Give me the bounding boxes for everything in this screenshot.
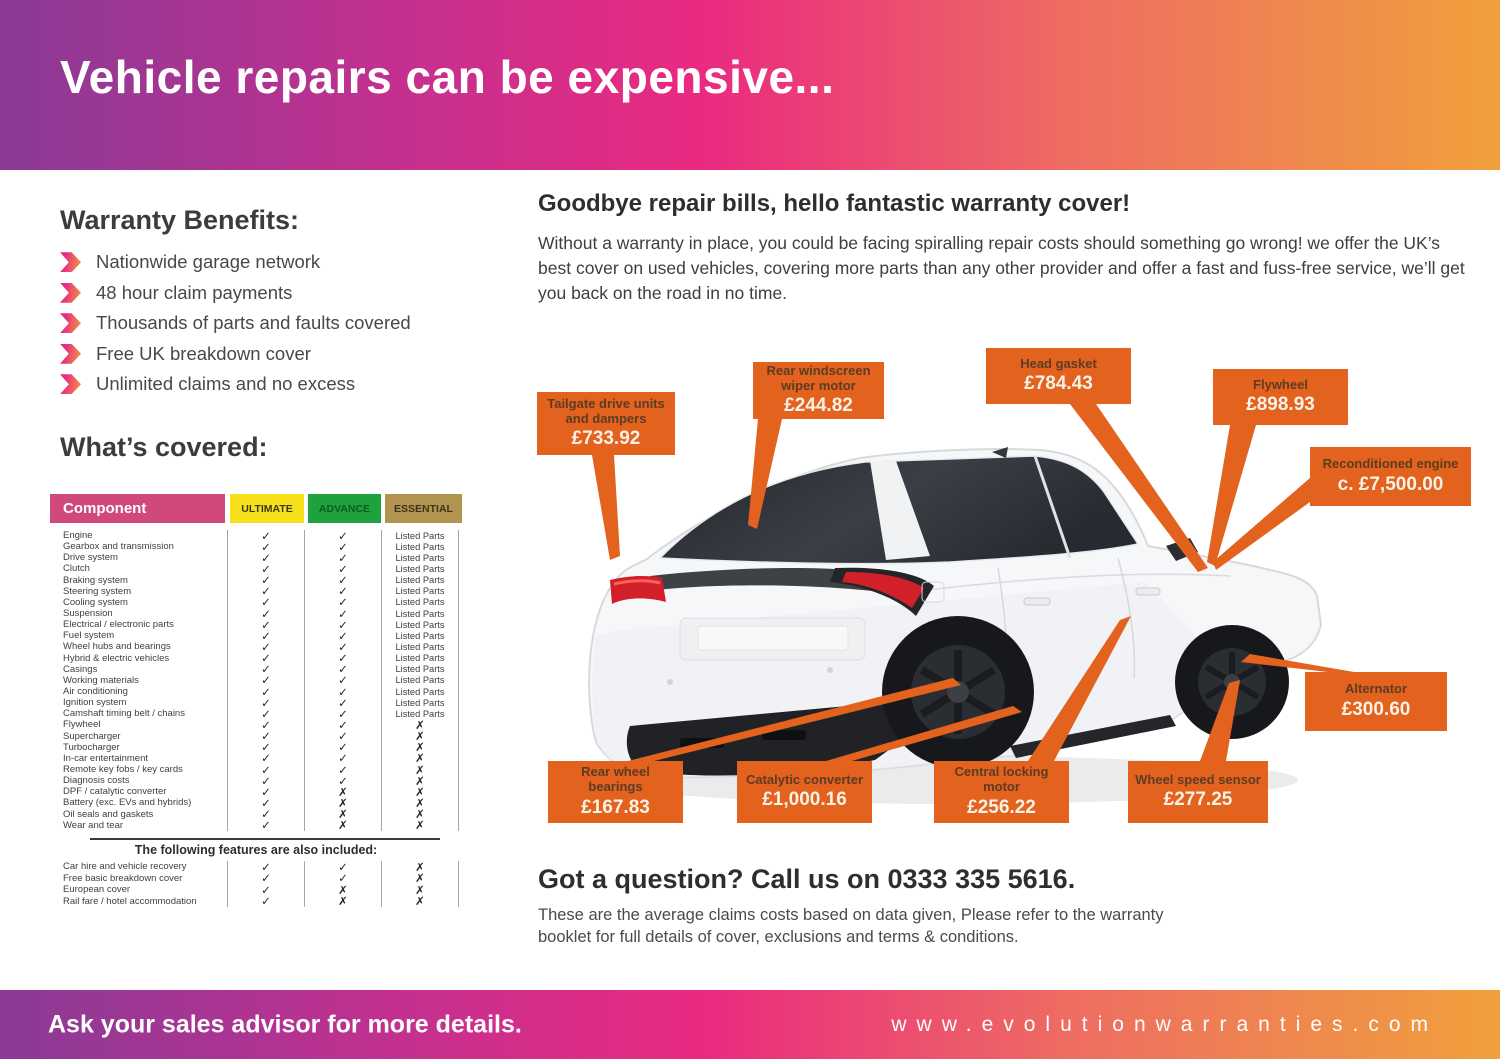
column-header-essential: ESSENTIAL xyxy=(385,494,462,523)
table-row xyxy=(50,630,462,641)
callout-label: Reconditioned engine xyxy=(1322,456,1459,472)
car-infographic xyxy=(530,330,1500,850)
benefit-item xyxy=(60,339,411,370)
cross-icon: ✗ xyxy=(382,872,459,884)
listed-parts-label: Listed Parts xyxy=(382,563,459,574)
check-icon: ✓ xyxy=(228,719,305,730)
cross-icon: ✗ xyxy=(305,895,382,907)
check-icon: ✓ xyxy=(305,664,382,675)
column-header-ultimate: ULTIMATE xyxy=(230,494,304,523)
table-row xyxy=(50,820,462,831)
callout-tailgate xyxy=(537,392,675,455)
check-icon: ✓ xyxy=(305,719,382,730)
check-icon: ✓ xyxy=(228,884,305,896)
check-icon: ✓ xyxy=(305,597,382,608)
features-rows xyxy=(50,861,462,907)
component-label: Casings xyxy=(50,664,228,675)
check-icon: ✓ xyxy=(228,664,305,675)
table-row xyxy=(50,653,462,664)
table-row xyxy=(50,786,462,797)
table-row xyxy=(50,552,462,563)
benefit-item xyxy=(60,308,411,339)
check-icon: ✓ xyxy=(305,872,382,884)
callout-price: £167.83 xyxy=(581,796,650,818)
features-heading: The following features are also included: xyxy=(134,842,378,857)
component-label: Camshaft timing belt / chains xyxy=(50,708,228,719)
table-row xyxy=(50,719,462,730)
component-label: In-car entertainment xyxy=(50,753,228,764)
page-title: Vehicle repairs can be expensive... xyxy=(60,51,835,103)
table-row xyxy=(50,809,462,820)
callout-label: Wheel speed sensor xyxy=(1135,771,1261,787)
listed-parts-label: Listed Parts xyxy=(382,708,459,719)
check-icon: ✓ xyxy=(305,653,382,664)
component-label: Braking system xyxy=(50,575,228,586)
callout-wheel-speed-sensor xyxy=(1128,761,1268,823)
listed-parts-label: Listed Parts xyxy=(382,530,459,541)
listed-parts-label: Listed Parts xyxy=(382,630,459,641)
check-icon: ✓ xyxy=(228,619,305,630)
table-row xyxy=(50,764,462,775)
callout-head-gasket xyxy=(986,348,1131,404)
main-paragraph: Without a warranty in place, you could be facing spiralling repair costs should something go wrong! we offer the UK’s best cover on used vehicles, covering more parts than any other provider and offer a fast and fuss-free service, we’ll get you back on the road in no time. xyxy=(538,233,1465,303)
table-row xyxy=(50,753,462,764)
listed-parts-label: Listed Parts xyxy=(382,552,459,563)
callout-central-locking xyxy=(934,761,1069,823)
component-label: Fuel system xyxy=(50,630,228,641)
component-label: Drive system xyxy=(50,552,228,563)
cross-icon: ✗ xyxy=(305,797,382,808)
callout-price: £1,000.16 xyxy=(762,789,847,811)
cross-icon: ✗ xyxy=(305,786,382,797)
callout-price: £256.22 xyxy=(967,796,1036,818)
callout-alternator xyxy=(1305,672,1447,731)
table-row xyxy=(50,563,462,574)
component-label: Electrical / electronic parts xyxy=(50,619,228,630)
table-row xyxy=(50,861,462,873)
column-header-advance: ADVANCE xyxy=(308,494,381,523)
check-icon: ✓ xyxy=(228,764,305,775)
cross-icon: ✗ xyxy=(382,809,459,820)
table-row xyxy=(50,619,462,630)
table-row xyxy=(50,742,462,753)
footer-advisor-text: Ask your sales advisor for more details. xyxy=(48,1010,522,1038)
check-icon: ✓ xyxy=(305,530,382,541)
check-icon: ✓ xyxy=(305,541,382,552)
check-icon: ✓ xyxy=(228,753,305,764)
table-row xyxy=(50,641,462,652)
component-label: Rail fare / hotel accommodation xyxy=(50,895,228,907)
check-icon: ✓ xyxy=(228,686,305,697)
benefits-heading: Warranty Benefits: xyxy=(60,205,300,235)
callout-rear-wheel-bearings xyxy=(548,761,683,823)
check-icon: ✓ xyxy=(228,530,305,541)
car-glass xyxy=(660,447,1138,564)
component-label: Battery (exc. EVs and hybrids) xyxy=(50,797,228,808)
component-label: European cover xyxy=(50,884,228,896)
table-row xyxy=(50,608,462,619)
check-icon: ✓ xyxy=(228,861,305,873)
component-label: Diagnosis costs xyxy=(50,775,228,786)
check-icon: ✓ xyxy=(305,608,382,619)
component-label: Car hire and vehicle recovery xyxy=(50,861,228,873)
benefit-item xyxy=(60,247,411,278)
component-label: Wheel hubs and bearings xyxy=(50,641,228,652)
cross-icon: ✗ xyxy=(382,884,459,896)
table-row xyxy=(50,895,462,907)
cross-icon: ✗ xyxy=(382,861,459,873)
table-row xyxy=(50,708,462,719)
callout-price: £277.25 xyxy=(1163,789,1233,811)
check-icon: ✓ xyxy=(305,764,382,775)
callout-price: £244.82 xyxy=(784,395,853,417)
benefit-label: 48 hour claim payments xyxy=(96,281,293,303)
table-row xyxy=(50,675,462,686)
callout-label: Rear windscreen wiper motor xyxy=(766,362,871,393)
component-label: Suspension xyxy=(50,608,228,619)
listed-parts-label: Listed Parts xyxy=(382,664,459,675)
table-row xyxy=(50,530,462,541)
callout-price: c. £7,500.00 xyxy=(1337,473,1444,495)
check-icon: ✓ xyxy=(228,586,305,597)
component-label: Cooling system xyxy=(50,597,228,608)
check-icon: ✓ xyxy=(305,686,382,697)
check-icon: ✓ xyxy=(228,653,305,664)
check-icon: ✓ xyxy=(228,742,305,753)
listed-parts-label: Listed Parts xyxy=(382,575,459,586)
callout-wiper-motor xyxy=(753,362,884,419)
component-label: Air conditioning xyxy=(50,686,228,697)
arrow-icon xyxy=(60,283,81,303)
check-icon: ✓ xyxy=(228,895,305,907)
arrow-icon xyxy=(60,374,81,394)
benefits-list xyxy=(60,247,411,400)
check-icon: ✓ xyxy=(305,861,382,873)
covered-heading: What’s covered: xyxy=(60,432,268,462)
listed-parts-label: Listed Parts xyxy=(382,608,459,619)
check-icon: ✓ xyxy=(228,675,305,686)
check-icon: ✓ xyxy=(305,575,382,586)
callout-price: £898.93 xyxy=(1246,394,1315,416)
check-icon: ✓ xyxy=(228,597,305,608)
listed-parts-label: Listed Parts xyxy=(382,641,459,652)
check-icon: ✓ xyxy=(305,708,382,719)
callout-label: Rear wheel bearings xyxy=(581,764,650,794)
check-icon: ✓ xyxy=(228,563,305,574)
top-banner xyxy=(0,0,1500,170)
table-row xyxy=(50,597,462,608)
door-handle xyxy=(1136,588,1160,595)
check-icon: ✓ xyxy=(305,641,382,652)
component-label: Gearbox and transmission xyxy=(50,541,228,552)
cross-icon: ✗ xyxy=(382,786,459,797)
check-icon: ✓ xyxy=(228,552,305,563)
check-icon: ✓ xyxy=(305,775,382,786)
callout-label: Alternator xyxy=(1344,681,1408,697)
check-icon: ✓ xyxy=(305,552,382,563)
listed-parts-label: Listed Parts xyxy=(382,686,459,697)
component-label: Wear and tear xyxy=(50,820,228,831)
check-icon: ✓ xyxy=(228,608,305,619)
check-icon: ✓ xyxy=(228,872,305,884)
callout-label: Central locking motor xyxy=(954,764,1049,794)
callout-flywheel xyxy=(1213,369,1348,425)
check-icon: ✓ xyxy=(305,697,382,708)
benefit-label: Free UK breakdown cover xyxy=(96,342,311,364)
cross-icon: ✗ xyxy=(382,731,459,742)
callout-reconditioned-engine xyxy=(1310,447,1471,506)
component-label: Ignition system xyxy=(50,697,228,708)
check-icon: ✓ xyxy=(228,731,305,742)
benefit-item xyxy=(60,369,411,400)
cross-icon: ✗ xyxy=(382,742,459,753)
cross-icon: ✗ xyxy=(305,884,382,896)
check-icon: ✓ xyxy=(305,742,382,753)
component-label: DPF / catalytic converter xyxy=(50,786,228,797)
check-icon: ✓ xyxy=(228,775,305,786)
cross-icon: ✗ xyxy=(382,753,459,764)
coverage-table xyxy=(50,494,462,907)
cross-icon: ✗ xyxy=(305,809,382,820)
callout-label: Catalytic converter xyxy=(745,771,864,787)
callout-label: Head gasket xyxy=(1020,355,1097,371)
cross-icon: ✗ xyxy=(382,797,459,808)
check-icon: ✓ xyxy=(228,575,305,586)
callout-catalytic-converter xyxy=(737,761,872,823)
component-label: Remote key fobs / key cards xyxy=(50,764,228,775)
question-heading: Got a question? Call us on 0333 335 5616. xyxy=(538,864,1076,894)
component-label: Flywheel xyxy=(50,719,228,730)
listed-parts-label: Listed Parts xyxy=(382,675,459,686)
callout-price: £784.43 xyxy=(1024,373,1093,395)
cross-icon: ✗ xyxy=(382,775,459,786)
listed-parts-label: Listed Parts xyxy=(382,597,459,608)
callout-label: Flywheel xyxy=(1253,376,1308,392)
door-handle xyxy=(1024,598,1050,605)
listed-parts-label: Listed Parts xyxy=(382,697,459,708)
arrow-icon xyxy=(60,344,81,364)
benefit-label: Unlimited claims and no excess xyxy=(96,373,356,395)
cross-icon: ✗ xyxy=(382,719,459,730)
callout-price: £733.92 xyxy=(571,428,641,450)
check-icon: ✓ xyxy=(305,619,382,630)
component-label: Hybrid & electric vehicles xyxy=(50,653,228,664)
disclaimer-text: These are the average claims costs based on data given, Please refer to the warranty booklet for full details of cover, exclusions and terms & conditions. xyxy=(538,906,1164,947)
table-row xyxy=(50,731,462,742)
table-row xyxy=(50,775,462,786)
check-icon: ✓ xyxy=(228,630,305,641)
listed-parts-label: Listed Parts xyxy=(382,586,459,597)
main-heading: Goodbye repair bills, hello fantastic warranty cover! xyxy=(538,190,1131,217)
pointer-tailgate xyxy=(592,455,620,560)
component-label: Oil seals and gaskets xyxy=(50,809,228,820)
component-label: Steering system xyxy=(50,586,228,597)
table-row xyxy=(50,586,462,597)
table-row xyxy=(50,575,462,586)
check-icon: ✓ xyxy=(228,641,305,652)
cross-icon: ✗ xyxy=(382,820,459,831)
component-label: Turbocharger xyxy=(50,742,228,753)
cross-icon: ✗ xyxy=(382,764,459,775)
component-label: Working materials xyxy=(50,675,228,686)
check-icon: ✓ xyxy=(305,753,382,764)
table-divider xyxy=(90,838,440,840)
table-row xyxy=(50,697,462,708)
benefit-label: Nationwide garage network xyxy=(96,251,321,273)
check-icon: ✓ xyxy=(228,797,305,808)
table-row xyxy=(50,686,462,697)
table-row xyxy=(50,541,462,552)
arrow-icon xyxy=(60,313,81,333)
listed-parts-label: Listed Parts xyxy=(382,541,459,552)
check-icon: ✓ xyxy=(305,586,382,597)
column-header-component: Component xyxy=(50,494,225,523)
listed-parts-label: Listed Parts xyxy=(382,653,459,664)
component-label: Clutch xyxy=(50,563,228,574)
table-row xyxy=(50,797,462,808)
footer-website-url: www.evolutionwarranties.com xyxy=(891,1012,1438,1036)
bottom-banner xyxy=(0,990,1500,1059)
coverage-rows xyxy=(50,530,462,831)
check-icon: ✓ xyxy=(228,820,305,831)
check-icon: ✓ xyxy=(228,809,305,820)
coverage-table-header xyxy=(50,494,462,523)
check-icon: ✓ xyxy=(305,675,382,686)
component-label: Supercharger xyxy=(50,731,228,742)
table-row xyxy=(50,664,462,675)
callout-price: £300.60 xyxy=(1341,698,1411,720)
cross-icon: ✗ xyxy=(382,895,459,907)
component-label: Free basic breakdown cover xyxy=(50,872,228,884)
listed-parts-label: Listed Parts xyxy=(382,619,459,630)
callout-label: Tailgate drive units and dampers xyxy=(547,395,665,426)
arrow-icon xyxy=(60,252,81,272)
check-icon: ✓ xyxy=(228,708,305,719)
cross-icon: ✗ xyxy=(305,820,382,831)
check-icon: ✓ xyxy=(305,731,382,742)
component-label: Engine xyxy=(50,530,228,541)
benefit-label: Thousands of parts and faults covered xyxy=(96,312,411,334)
check-icon: ✓ xyxy=(228,786,305,797)
check-icon: ✓ xyxy=(305,563,382,574)
check-icon: ✓ xyxy=(228,697,305,708)
table-row xyxy=(50,884,462,896)
check-icon: ✓ xyxy=(228,541,305,552)
table-row xyxy=(50,872,462,884)
benefit-item xyxy=(60,278,411,309)
check-icon: ✓ xyxy=(305,630,382,641)
